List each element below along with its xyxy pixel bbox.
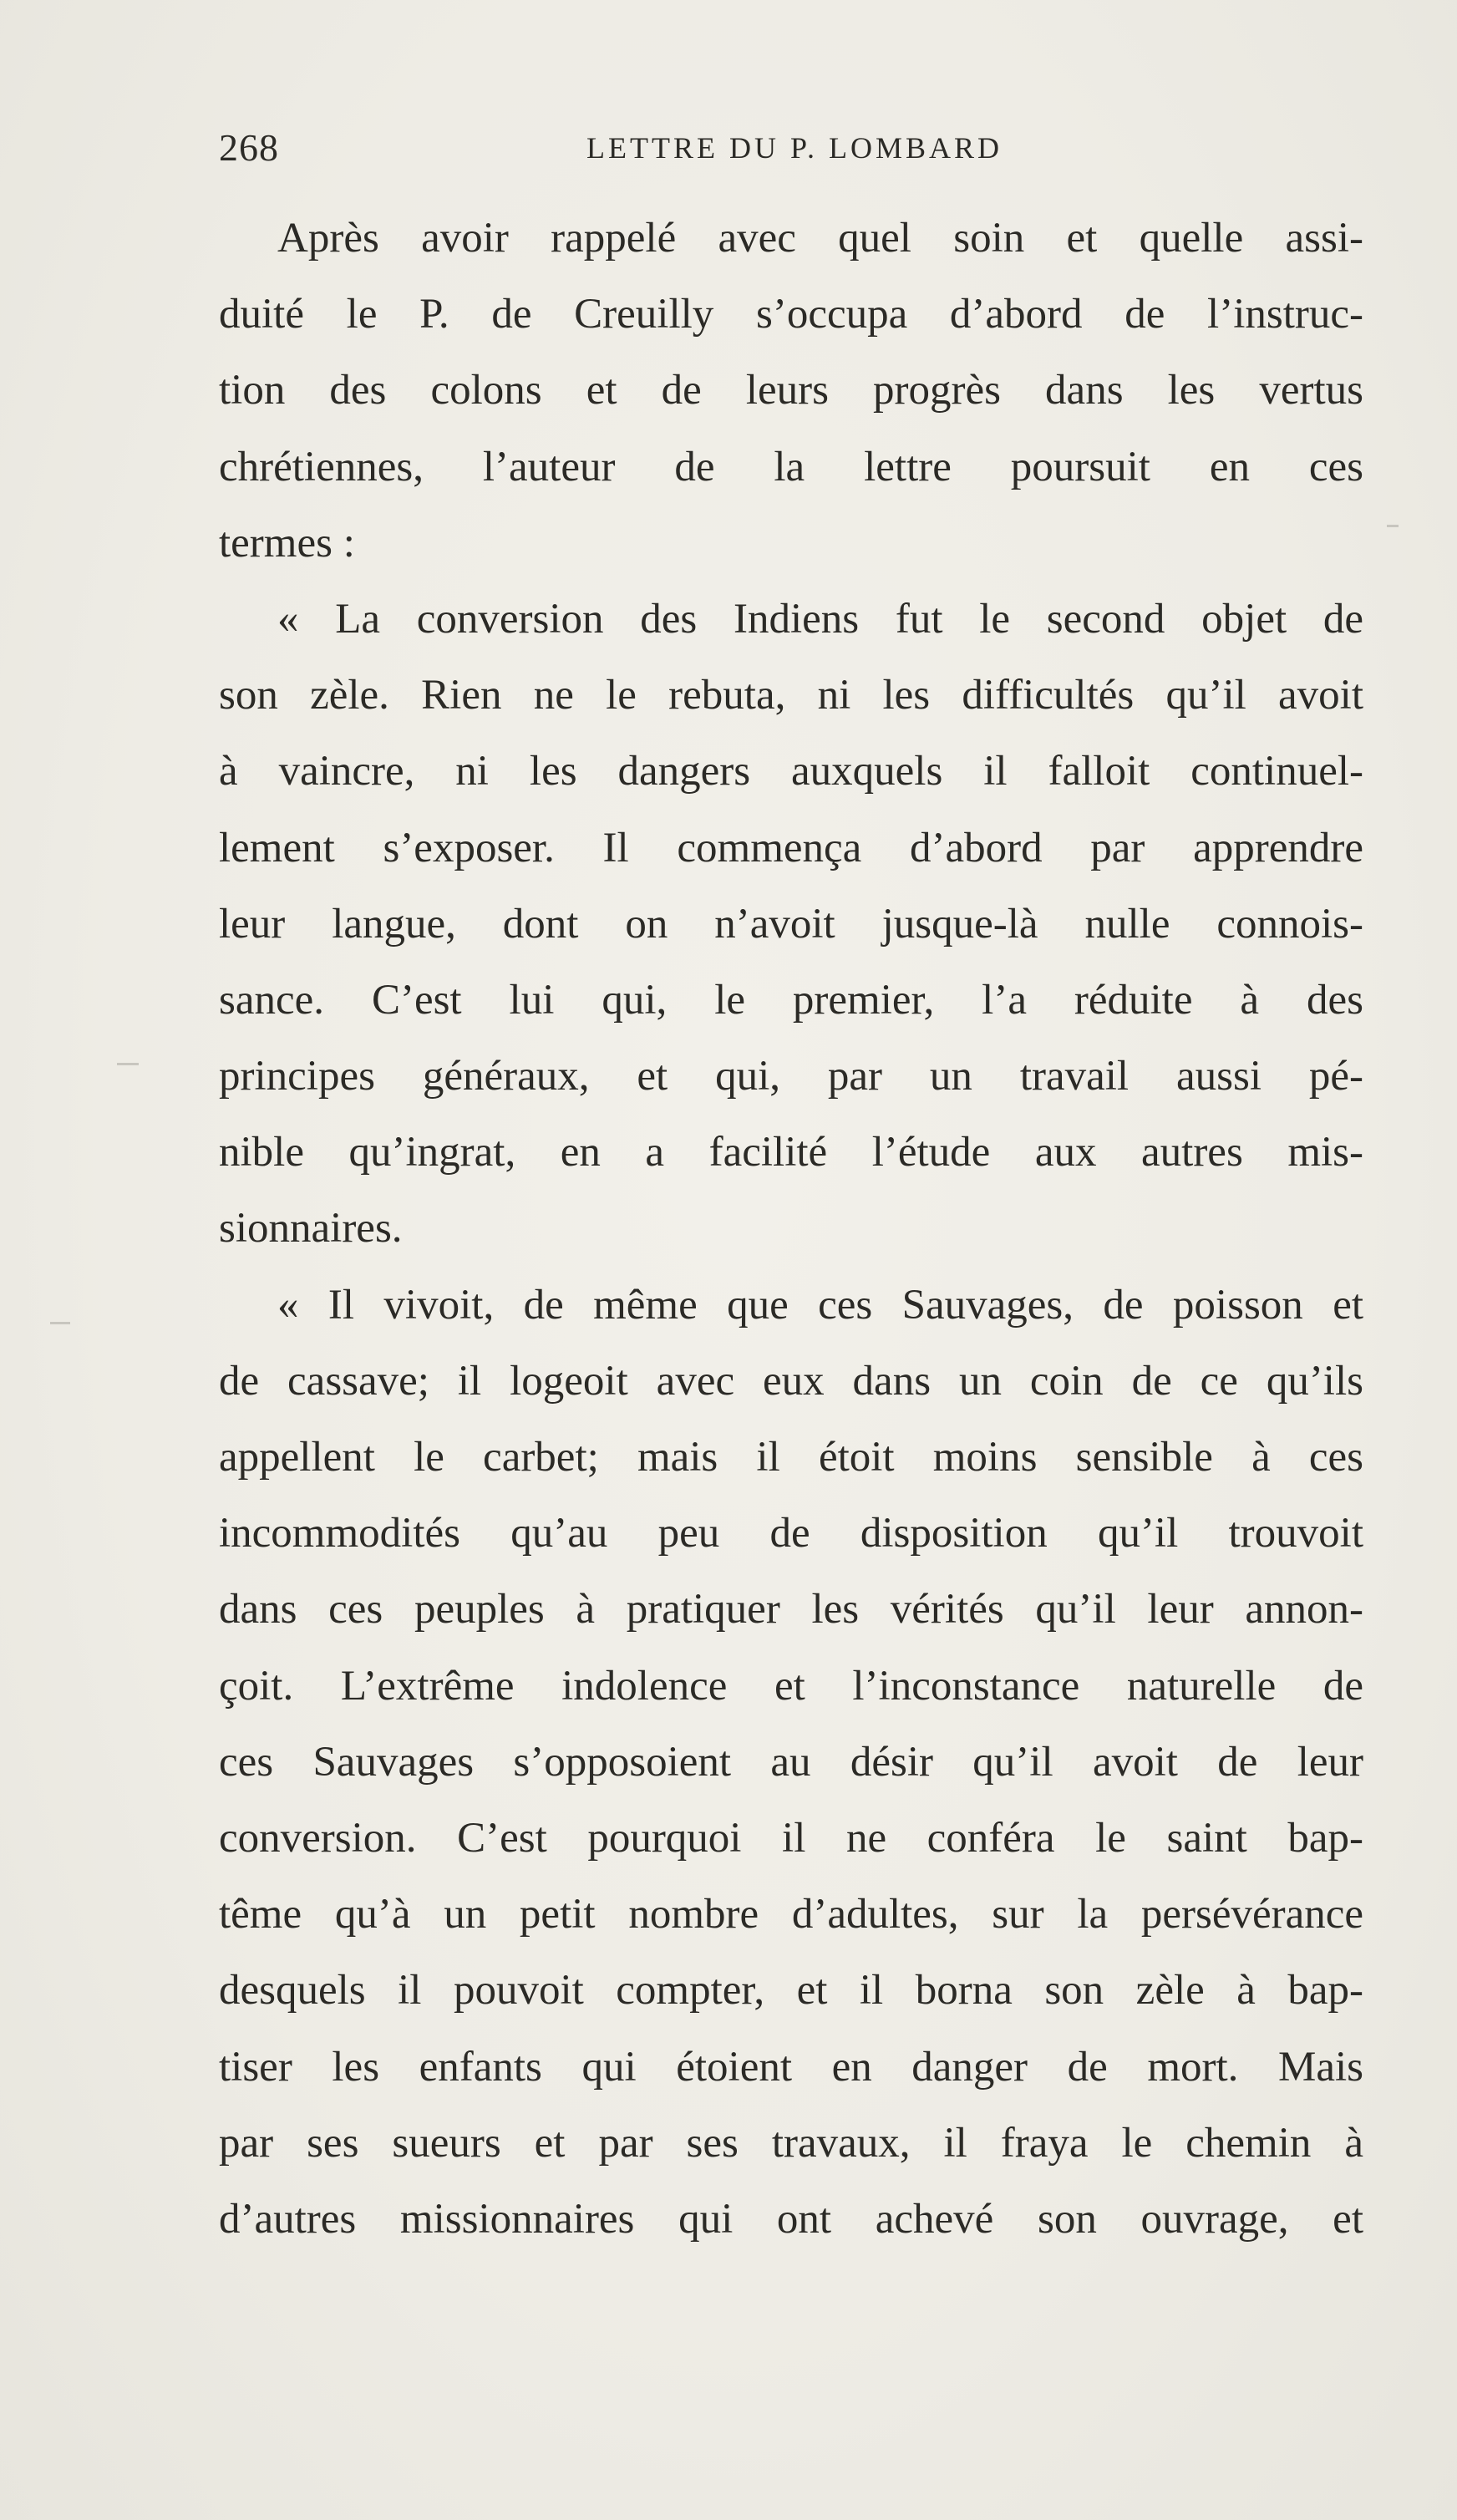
text-line: ces Sauvages s’opposoient au désir qu’il avoit de leur bbox=[219, 1738, 1363, 1786]
margin-mark bbox=[1387, 525, 1399, 527]
text-line: sance. C’est lui qui, le premier, l’a réduite à des bbox=[219, 976, 1363, 1024]
text-line: chrétiennes, l’auteur de la lettre poursuit en ces bbox=[219, 443, 1363, 490]
text-line: « Il vivoit, de même que ces Sauvages, de poisson et bbox=[277, 1281, 1363, 1329]
text-line: nible qu’ingrat, en a facilité l’étude aux autres mis- bbox=[219, 1129, 1363, 1176]
text-line: appellent le carbet; mais il étoit moins sensible à ces bbox=[219, 1434, 1363, 1481]
page-number: 268 bbox=[219, 126, 279, 169]
text-line: conversion. C’est pourquoi il ne conféra le saint bap- bbox=[219, 1814, 1363, 1862]
body-text bbox=[219, 201, 1363, 2258]
margin-mark bbox=[117, 1063, 139, 1065]
text-line: leur langue, dont on n’avoit jusque-là nulle connois- bbox=[219, 900, 1363, 948]
page-header bbox=[219, 125, 1363, 175]
text-line: principes généraux, et qui, par un travail aussi pé- bbox=[219, 1053, 1363, 1100]
text-line: lement s’exposer. Il commença d’abord par apprendre bbox=[219, 824, 1363, 871]
text-line: tême qu’à un petit nombre d’adultes, sur la persévérance bbox=[219, 1891, 1363, 1938]
text-line: à vaincre, ni les dangers auxquels il falloit continuel- bbox=[219, 748, 1363, 795]
text-line: « La conversion des Indiens fut le second objet de bbox=[277, 595, 1363, 643]
text-line: tion des colons et de leurs progrès dans les vertus bbox=[219, 367, 1363, 414]
running-head: LETTRE DU P. LOMBARD bbox=[586, 131, 1003, 165]
text-line: termes : bbox=[219, 519, 355, 566]
text-line: Après avoir rappelé avec quel soin et quelle assi- bbox=[277, 215, 1363, 262]
text-line: de cassave; il logeoit avec eux dans un coin de ce qu’ils bbox=[219, 1357, 1363, 1405]
text-line: incommodités qu’au peu de disposition qu’il trouvoit bbox=[219, 1510, 1363, 1557]
text-line: çoit. L’extrême indolence et l’inconstance naturelle de bbox=[219, 1662, 1363, 1710]
text-line: tiser les enfants qui étoient en danger de mort. Mais bbox=[219, 2043, 1363, 2091]
text-line: desquels il pouvoit compter, et il borna son zèle à bap- bbox=[219, 1967, 1363, 2014]
text-line: sionnaires. bbox=[219, 1205, 403, 1252]
text-line: son zèle. Rien ne le rebuta, ni les difficultés qu’il avoit bbox=[219, 672, 1363, 719]
text-line: dans ces peuples à pratiquer les vérités qu’il leur annon- bbox=[219, 1586, 1363, 1633]
text-line: duité le P. de Creuilly s’occupa d’abord de l’instruc- bbox=[219, 291, 1363, 338]
text-line: par ses sueurs et par ses travaux, il fraya le chemin à bbox=[219, 2119, 1363, 2167]
text-line: d’autres missionnaires qui ont achevé son ouvrage, et bbox=[219, 2195, 1363, 2243]
margin-mark bbox=[50, 1322, 70, 1324]
